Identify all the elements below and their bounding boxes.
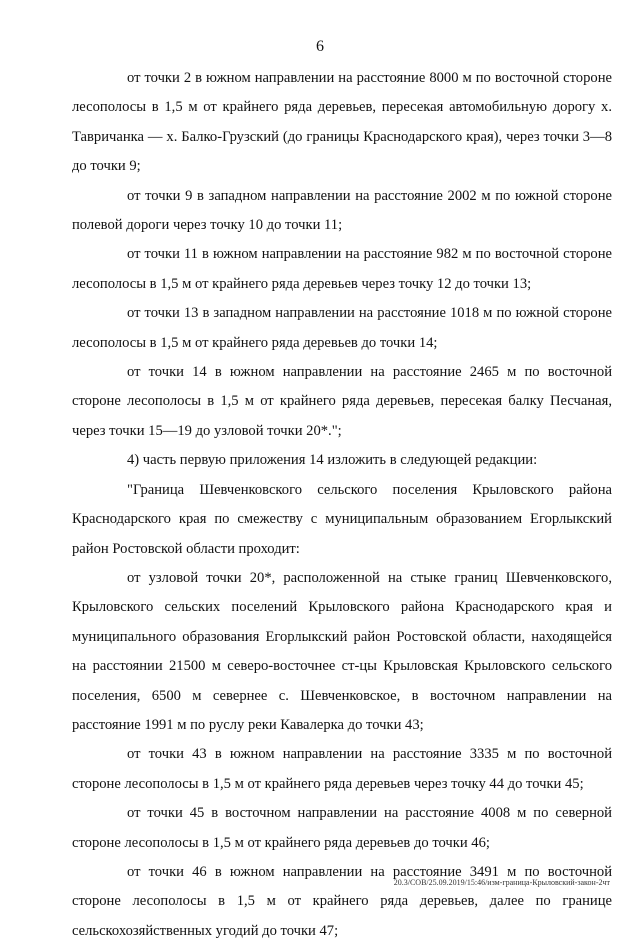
paragraph: от точки 14 в южном направлении на расстояние 2465 м по восточной стороне лесополосы в 1,5 м от крайнего ряда деревьев, пересекая балку Песчаная, через точки 15—19 до узловой точки 20*."; bbox=[72, 364, 612, 439]
paragraph: от точки 11 в южном направлении на расстояние 982 м по восточной стороне лесополосы в 1,5 м от крайнего ряда деревьев через точку 12 до точки 13; bbox=[72, 246, 612, 292]
paragraph: от точки 9 в западном направлении на расстояние 2002 м по южной стороне полевой дороги через точку 10 до точки 11; bbox=[72, 187, 612, 234]
paragraph: от точки 13 в западном направлении на расстояние 1018 м по южной стороне лесополосы в 1,5 м от крайнего ряда деревьев до точки 14; bbox=[72, 305, 612, 351]
paragraph: от точки 2 в южном направлении на расстояние 8000 м по восточной стороне лесополосы в 1,5 м от крайнего ряда деревьев, пересекая автомобильную дорогу х. Тавричанка — х. Балко-Грузский (до границы Краснодарского края), через точки 3—8 до точки 9; bbox=[72, 70, 612, 175]
paragraph: от точки 46 в южном направлении на расстояние 3491 м по восточной стороне лесополосы в 1,5 м от крайнего ряда деревьев, далее по границе сельскохозяйственных угодий до точки 47; bbox=[72, 863, 612, 939]
document-body bbox=[72, 64, 612, 946]
paragraph: от точки 45 в восточном направлении на расстояние 4008 м по северной стороне лесополосы в 1,5 м от крайнего ряда деревьев до точки 46; bbox=[72, 805, 612, 851]
page-number: 6 bbox=[316, 38, 324, 55]
paragraph: от точки 43 в южном направлении на расстояние 3335 м по восточной стороне лесополосы в 1,5 м от крайнего ряда деревьев через точку 44 до точки 45; bbox=[72, 746, 612, 792]
footer-document-code: 20.3/СОВ/25.09.2019/15:46/изм-граница-Крыловский-закон-2чт bbox=[393, 878, 610, 887]
paragraph: "Граница Шевченковского сельского поселения Крыловского района Краснодарского края по смежеству с муниципальным образованием Егорлыкский район Ростовской области проходит: bbox=[72, 481, 612, 557]
paragraph: от узловой точки 20*, расположенной на стыке границ Шевченковского, Крыловского сельских поселений Крыловского района Краснодарского края и муниципального образования Егорлыкский район Ростовской области, находящейся на расстоянии 21500 м северо-восточнее ст-цы Крыловская Крыловского сельского поселения, 6500 м севернее с. Шевченковское, в восточном направлении на расстояние 1991 м по руслу реки Кавалерка до точки 43; bbox=[72, 569, 612, 733]
paragraph: 4) часть первую приложения 14 изложить в следующей редакции: bbox=[127, 452, 538, 469]
